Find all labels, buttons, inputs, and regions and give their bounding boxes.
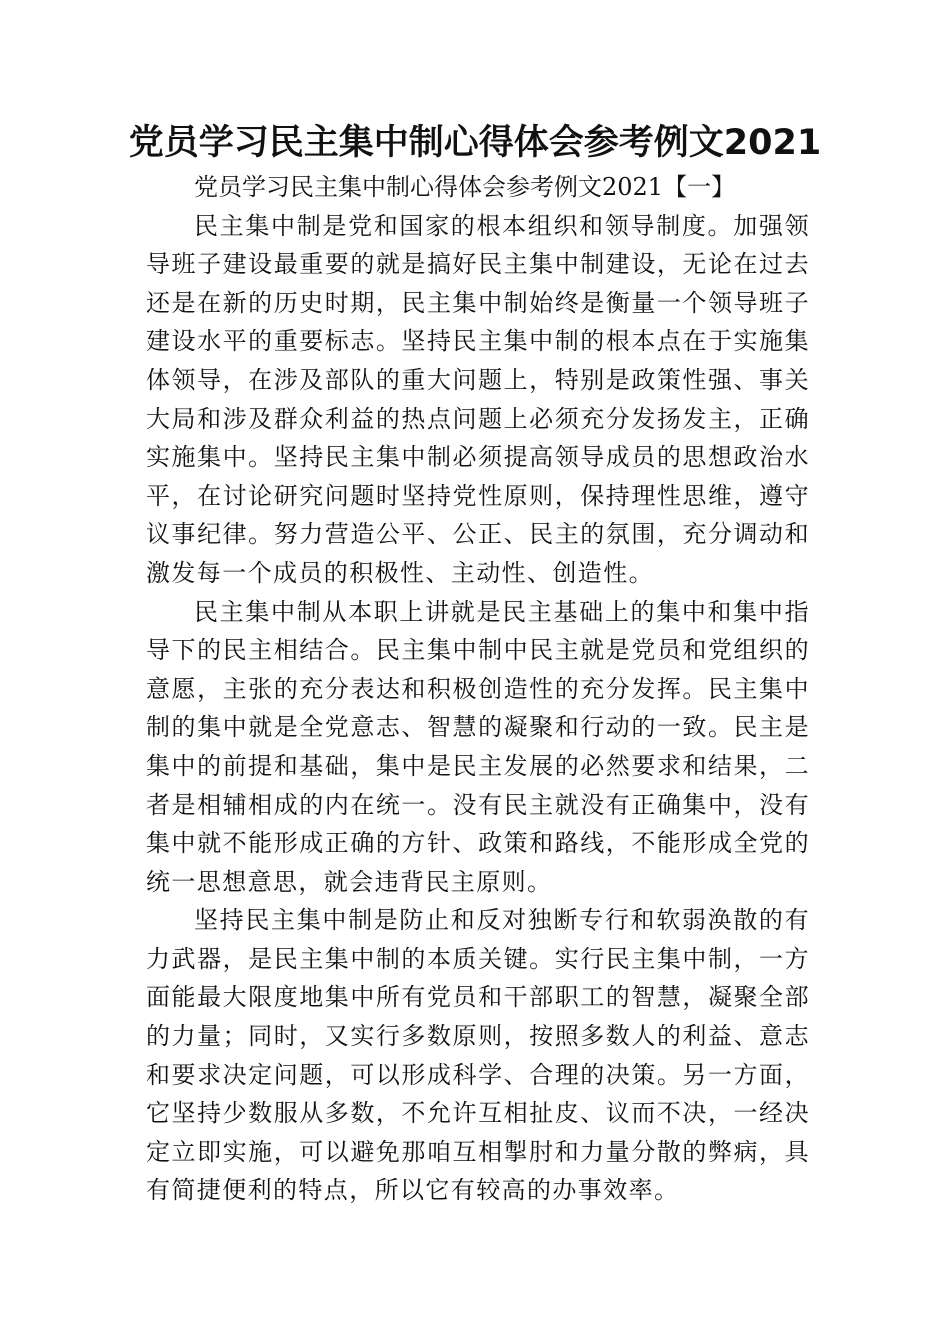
document-title: 党员学习民主集中制心得体会参考例文2021 — [128, 123, 822, 163]
document-body — [146, 168, 810, 1210]
section-subtitle: 党员学习民主集中制心得体会参考例文2021【一】 — [194, 173, 736, 201]
paragraph-2: 民主集中制从本职上讲就是民主基础上的集中和集中指导下的民主相结合。民主集中制中民主就是党员和党组织的意愿，主张的充分表达和积极创造性的充分发挥。民主集中制的集中就是全党意志、智慧的凝聚和行动的一致。民主是集中的前提和基础，集中是民主发展的必然要求和结果，二者是相辅相成的内在统一。没有民主就没有正确集中，没有集中就不能形成正确的方针、政策和路线，不能形成全党的统一思想意思，就会违背民主原则。 — [146, 597, 810, 896]
paragraph-1: 民主集中制是党和国家的根本组织和领导制度。加强领导班子建设最重要的就是搞好民主集中制建设，无论在过去还是在新的历史时期，民主集中制始终是衡量一个领导班子建设水平的重要标志。坚持民主集中制的根本点在于实施集体领导，在涉及部队的重大问题上，特别是政策性强、事关大局和涉及群众利益的热点问题上必须充分发扬发主，正确实施集中。坚持民主集中制必须提高领导成员的思想政治水平，在讨论研究问题时坚持党性原则，保持理性思维，遵守议事纪律。努力营造公平、公正、民主的氛围，充分调动和激发每一个成员的积极性、主动性、创造性。 — [146, 211, 810, 587]
paragraph-3: 坚持民主集中制是防止和反对独断专行和软弱涣散的有力武器，是民主集中制的本质关键。实行民主集中制，一方面能最大限度地集中所有党员和干部职工的智慧，凝聚全部的力量；同时，又实行多数原则，按照多数人的利益、意志和要求决定问题，可以形成科学、合理的决策。另一方面，它坚持少数服从多数，不允许互相扯皮、议而不决，一经决定立即实施，可以避免那咱互相掣肘和力量分散的弊病，具有简捷便利的特点，所以它有较高的办事效率。 — [146, 906, 810, 1205]
